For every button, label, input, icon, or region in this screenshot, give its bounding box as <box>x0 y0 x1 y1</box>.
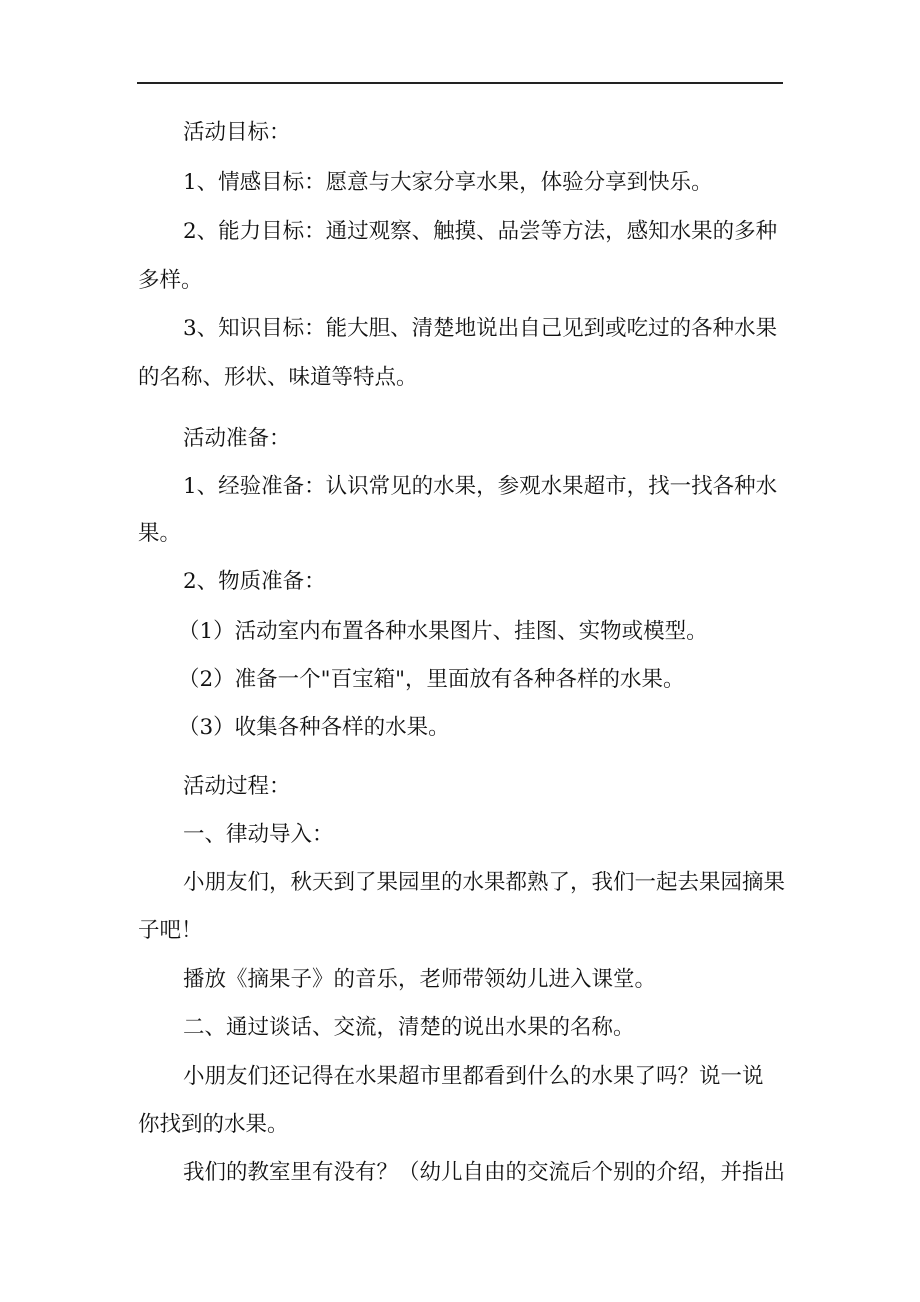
paragraph-line: 小朋友们，秋天到了果园里的水果都熟了，我们一起去果园摘果 <box>183 870 786 895</box>
header-rule <box>137 82 783 84</box>
section-heading-process: 活动过程： <box>183 774 291 799</box>
paragraph-line: 小朋友们还记得在水果超市里都看到什么的水果了吗？说一说 <box>183 1064 764 1089</box>
paragraph-line: 我们的教室里有没有？（幼儿自由的交流后个别的介绍，并指出 <box>183 1160 786 1185</box>
paragraph-line: （3）收集各种各样的水果。 <box>178 715 450 740</box>
section-heading-goals: 活动目标： <box>183 120 291 145</box>
paragraph-line: 果。 <box>138 521 182 546</box>
paragraph-line: 2、物质准备： <box>183 569 326 594</box>
paragraph-line: （2）准备一个"百宝箱"，里面放有各种各样的水果。 <box>178 667 685 692</box>
section-heading-preparation: 活动准备： <box>183 426 291 451</box>
paragraph-line: 播放《摘果子》的音乐，老师带领幼儿进入课堂。 <box>183 967 657 992</box>
paragraph-line: 子吧！ <box>138 918 203 943</box>
paragraph-line: 二、通过谈话、交流，清楚的说出水果的名称。 <box>183 1015 635 1040</box>
paragraph-line: （1）活动室内布置各种水果图片、挂图、实物或模型。 <box>178 619 708 644</box>
paragraph-line: 你找到的水果。 <box>138 1112 289 1137</box>
paragraph-line: 2、能力目标：通过观察、触摸、品尝等方法，感知水果的多种 <box>183 219 778 244</box>
paragraph-line: 的名称、形状、味道等特点。 <box>138 365 418 390</box>
paragraph-line: 1、情感目标：愿意与大家分享水果，体验分享到快乐。 <box>183 170 713 195</box>
paragraph-line: 1、经验准备：认识常见的水果，参观水果超市，找一找各种水 <box>183 474 778 499</box>
paragraph-line: 3、知识目标：能大胆、清楚地说出自己见到或吃过的各种水果 <box>183 316 778 341</box>
paragraph-line: 多样。 <box>138 268 203 293</box>
paragraph-line: 一、律动导入： <box>183 822 334 847</box>
